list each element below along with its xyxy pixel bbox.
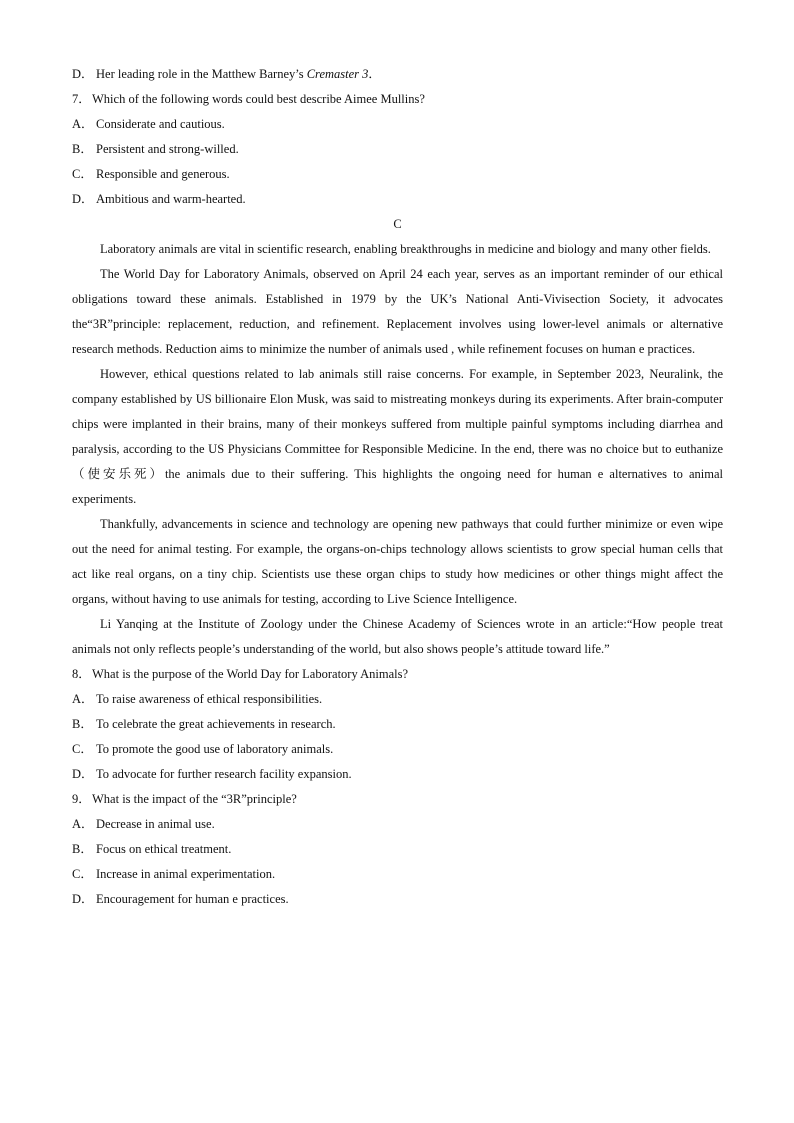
option-letter: C． [72, 742, 93, 756]
option-text-italic: Cremaster 3 [306, 67, 369, 81]
option-letter: A． [72, 817, 94, 831]
option-letter: A． [72, 692, 94, 706]
q8-option-d [72, 762, 723, 787]
option-letter: D． [72, 892, 94, 906]
option-letter: B． [72, 717, 93, 731]
q8-option-b [72, 712, 723, 737]
q9-option-a [72, 812, 723, 837]
option-text: Considerate and cautious. [96, 117, 225, 131]
option-text: Responsible and generous. [96, 167, 230, 181]
question-text: What is the purpose of the World Day for Laboratory Animals? [92, 667, 409, 681]
option-text: Her leading role in the Matthew Barney’s [96, 67, 307, 81]
q8-stem [72, 662, 723, 687]
option-letter: D． [72, 192, 94, 206]
option-text: Persistent and strong-willed. [96, 142, 239, 156]
question-text: What is the impact of the “3R”principle? [92, 792, 297, 806]
option-letter: D． [72, 767, 94, 781]
q9-stem [72, 787, 723, 812]
q7-option-a [72, 112, 723, 137]
option-text: Decrease in animal use. [96, 817, 215, 831]
option-letter: A． [72, 117, 94, 131]
option-text: To promote the good use of laboratory animals. [96, 742, 334, 756]
passage-paragraph: Thankfully, advancements in science and technology are opening new pathways that could further minimize or even wipe out the need for animal testing. For example, the organs-on-chips technology allows scientists to grow special human cells that act like real organs, on a tiny chip. Scientists use these organ chips to study how medicines or other things might affect the organs, without having to use animals for testing, according to Live Science Intelligence. [72, 517, 723, 606]
q8-option-a [72, 687, 723, 712]
question-number: 9． [72, 792, 91, 806]
question-number: 8． [72, 667, 91, 681]
option-text: Ambitious and warm-hearted. [96, 192, 246, 206]
q9-option-b [72, 837, 723, 862]
q7-option-d [72, 187, 723, 212]
section-heading: C [393, 217, 402, 231]
passage-paragraph: The World Day for Laboratory Animals, observed on April 24 each year, serves as an important reminder of our ethical obligations toward these animals. Established in 1979 by the UK’s National Anti-Vivisection Society, it advocates the“3R”principle: replacement, reduction, and refinement. Replacement involves using lower-level animals or alternative research methods. Reduction aims to minimize the number of animals used , while refinement focuses on human e practices. [72, 267, 723, 356]
q9-option-d [72, 887, 723, 912]
q7-stem [72, 87, 723, 112]
question-text: Which of the following words could best describe Aimee Mullins? [92, 92, 425, 106]
question-number: 7． [72, 92, 91, 106]
exam-page [72, 62, 723, 912]
passage-paragraph: However, ethical questions related to lab animals still raise concerns. For example, in September 2023, Neuralink, the company established by US billionaire Elon Musk, was said to mistreating monkeys during its experiments. After brain-computer chips were implanted in their brains, many of their monkeys suffered from multiple painful symptoms including diarrhea and paralysis, according to the US Physicians Committee for Responsible Medicine. In the end, there was no choice but to euthanize（使安乐死）the animals due to their suffering. This highlights the ongoing need for human e alternatives to animal experiments. [72, 367, 723, 506]
option-text: To celebrate the great achievements in research. [96, 717, 336, 731]
passage-paragraph: Li Yanqing at the Institute of Zoology under the Chinese Academy of Sciences wrote in an article:“How people treat animals not only reflects people’s understanding of the world, but also shows people’s attitude toward life.” [72, 617, 723, 656]
q7-option-b [72, 137, 723, 162]
passage-paragraph: Laboratory animals are vital in scientific research, enabling breakthroughs in medicine and biology and many other fields. [100, 242, 711, 256]
q6-option-d [72, 62, 723, 87]
option-letter: D． [72, 67, 94, 81]
q9-option-c [72, 862, 723, 887]
option-text: To raise awareness of ethical responsibilities. [96, 692, 323, 706]
q8-option-c [72, 737, 723, 762]
option-text-end: ． [368, 67, 381, 81]
option-letter: B． [72, 142, 93, 156]
option-letter: C． [72, 167, 93, 181]
option-text: Increase in animal experimentation. [96, 867, 276, 881]
option-text: Encouragement for human e practices. [96, 892, 289, 906]
option-letter: C． [72, 867, 93, 881]
option-text: Focus on ethical treatment. [96, 842, 232, 856]
q7-option-c [72, 162, 723, 187]
option-text: To advocate for further research facility expansion. [96, 767, 352, 781]
option-letter: B． [72, 842, 93, 856]
